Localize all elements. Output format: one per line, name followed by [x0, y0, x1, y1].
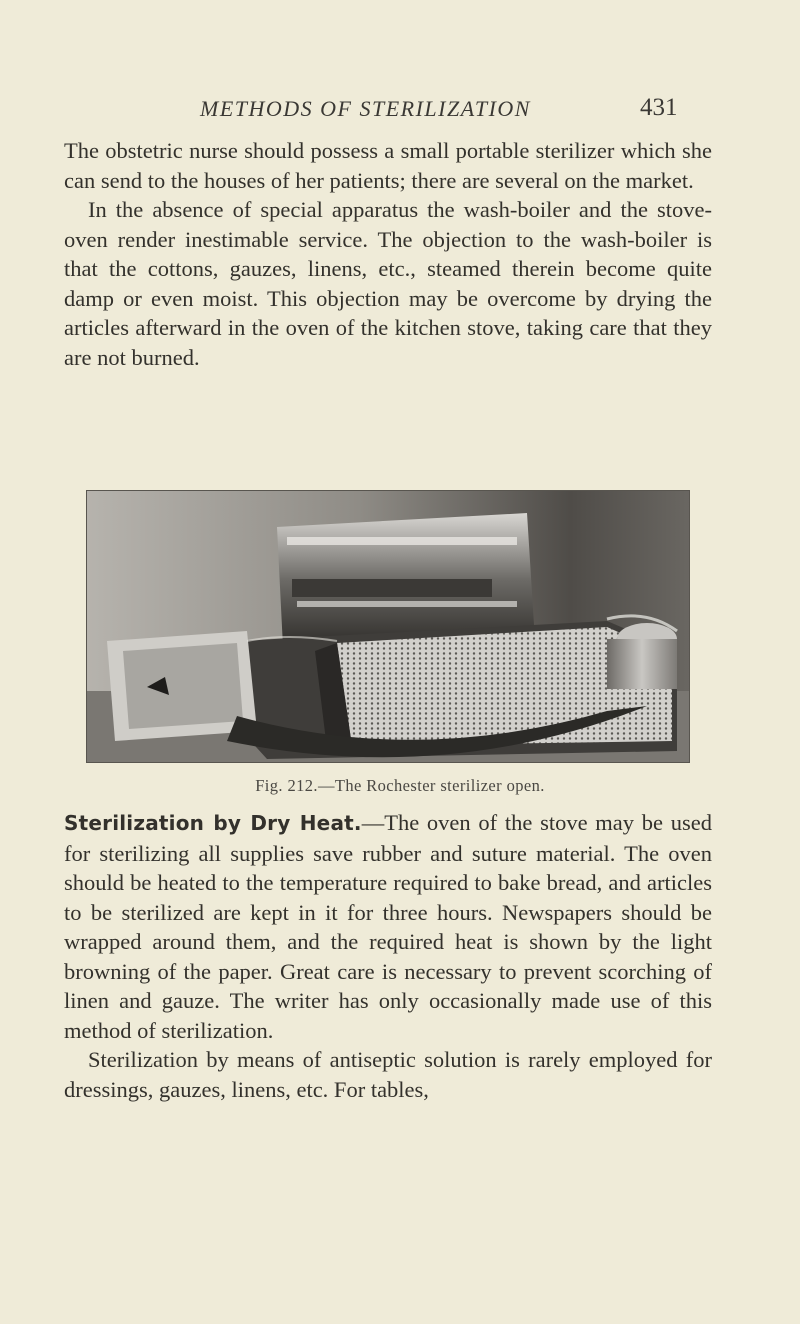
- paragraph-dry-heat: [64, 808, 712, 1045]
- text-block-top: [64, 136, 712, 372]
- sterilizer-photograph: [87, 491, 690, 763]
- figure-caption: Fig. 212.—The Rochester sterilizer open.: [255, 776, 545, 795]
- paragraph-portable-sterilizer: The obstetric nurse should possess a small portable sterilizer which she can send to the houses of her patients; there are several on the market.: [64, 138, 712, 193]
- text-block-bottom: [64, 808, 712, 1104]
- paragraph-dry-heat-body: —The oven of the stove may be used for sterilizing all supplies save rubber and suture material. The oven should be heated to the temperature required to bake bread, and articles to be sterilized are kept in it for three hours. Newspapers should be wrapped around them, and the required heat is shown by the light browning of the paper. Great care is necessary to prevent scorching of linen and gauze. The writer has only occasionally made use of this method of sterilization.: [64, 810, 712, 1043]
- page-number: 431: [640, 94, 678, 121]
- running-head: METHODS OF STERILIZATION: [200, 96, 531, 121]
- paragraph-wash-boiler: In the absence of special apparatus the wash-boiler and the stove-oven render inestimable service. The objection to the wash-boiler is that the cottons, gauzes, linens, etc., steamed therein become quite damp or even moist. This objection may be overcome by drying the articles afterward in the oven of the kitchen stove, taking care that they are not burned.: [64, 197, 712, 370]
- paragraph-antiseptic-solution: Sterilization by means of antiseptic solution is rarely employed for dressings, gauzes, linens, etc. For tables,: [64, 1047, 712, 1102]
- figure-rochester-sterilizer: [86, 490, 690, 763]
- section-heading-dry-heat: Sterilization by Dry Heat.: [64, 811, 362, 835]
